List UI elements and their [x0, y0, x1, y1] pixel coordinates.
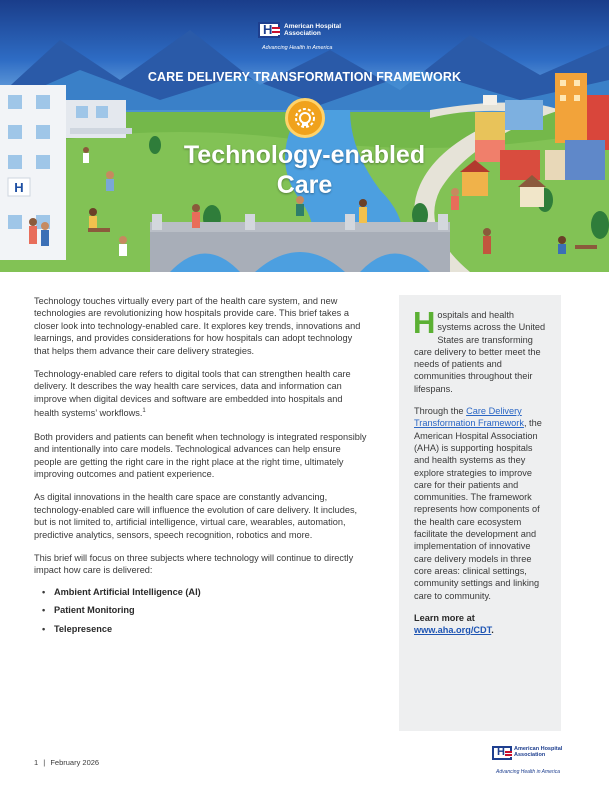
- list-item: • Ambient Artificial Intelligence (AI): [34, 586, 369, 598]
- sidebar-intro: [413, 305, 549, 395]
- focus-paragraph: This brief will focus on three subjects where technology will continue to directly impact how care is delivered:: [34, 552, 354, 576]
- framework-title: CARE DELIVERY TRANSFORMATION FRAMEWORK: [147, 70, 462, 84]
- page-title-line1: Technology-enabled: [183, 141, 426, 169]
- sidebar-para2-body: , the American Hospital Association (AHA) is supporting hospitals and health systems as they explore strategies to improve care for their patients and communities. The framework represents how components of the health care ecosystem facilitate the development and implementation of innovative care delivery models in three core areas: clinical settings, community settings and linking care to community.: [414, 418, 542, 601]
- aha-logo-name-line1: American Hospital: [284, 23, 342, 30]
- page-number: 1: [34, 758, 39, 767]
- aha-logo: [258, 22, 341, 38]
- sidebar-framework-paragraph: [414, 405, 549, 602]
- learn-more: [414, 612, 549, 637]
- footer-logo-tagline: Advancing Health in America: [496, 769, 561, 775]
- aha-logo-icon: [258, 22, 280, 38]
- main-column: [34, 295, 369, 641]
- learn-more-link[interactable]: www.aha.org/CDT: [414, 625, 492, 636]
- footer-logo-name-line1: American Hospital: [514, 746, 563, 752]
- aha-logo-icon: [492, 746, 512, 760]
- footnote-marker: 1: [142, 408, 146, 415]
- learn-more-period: .: [491, 625, 494, 636]
- aha-logo-name: [284, 23, 341, 37]
- definition-paragraph: [34, 368, 369, 420]
- subject-list: [34, 586, 369, 635]
- sidebar-intro-text: ospitals and health systems across the United States are transforming care delivery to better meet the needs of patients and communities throughout their lifespans.: [414, 310, 546, 394]
- gear-badge-icon: [285, 98, 325, 138]
- page-title: [0, 140, 609, 200]
- footer-logo-name-line2: Association: [514, 752, 546, 758]
- benefits-paragraph: Both providers and patients can benefit when technology is integrated responsibly and intentionally into care models. Technological advances can help ensure people are getting the right care in the right place at the right time, ultimately improving outcomes and patient experience.: [34, 431, 367, 479]
- learn-more-label: Learn more at: [414, 612, 475, 623]
- page-footer: [34, 758, 99, 767]
- list-item: • Patient Monitoring: [34, 604, 369, 616]
- footer-separator: |: [43, 758, 46, 767]
- sidebar-para2-lead: Through the: [414, 406, 467, 417]
- aha-tagline: Advancing Health in America: [262, 45, 333, 51]
- dropcap: H: [413, 305, 436, 340]
- list-item: • Telepresence: [34, 623, 369, 635]
- footer-logo-name: [514, 746, 562, 758]
- hero-banner: [0, 0, 609, 272]
- footer-aha-logo: [492, 746, 572, 776]
- page-title-line2: Care: [276, 171, 333, 199]
- framework-link[interactable]: Care Delivery Transformation Framework: [414, 406, 524, 429]
- definition-text: Technology-enabled care refers to digital tools that can strengthen health care delivery. It describes the way health care services, data and information can improve when digital devices and software are embedded into hospitals and health systems’ workflows.: [34, 369, 351, 419]
- publication-date: February 2026: [50, 758, 100, 767]
- hospital-sign-letter: H: [14, 180, 24, 195]
- innovations-paragraph: As digital innovations in the health care space are constantly advancing, technology-enabled care will influence the evolution of care delivery. It includes, but is not limited to, artificial intelligence, virtual care, wearables, automation, predictive analytics, sensors, speech recognition, robotics and more.: [34, 492, 358, 540]
- aha-logo-name-line2: Association: [284, 30, 321, 37]
- intro-paragraph: Technology touches virtually every part of the health care system, and new technologies are revolutionizing how hospitals provide care. This brief takes a closer look into technology-enabled care. It explores key trends, innovations and learnings, and provides considerations for how hospitals can adopt technology that helps them advance their care delivery strategies.: [34, 296, 361, 356]
- sidebar-callout: [399, 295, 561, 731]
